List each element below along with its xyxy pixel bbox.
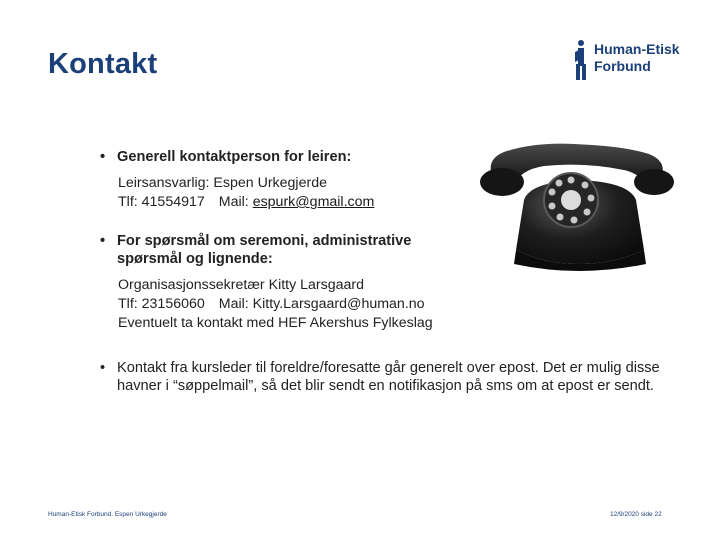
logo-text [594, 41, 680, 75]
bullet-symbol: • [100, 149, 106, 165]
email-link[interactable]: espurk@gmail.com [252, 194, 375, 210]
footer-page: side 22 [640, 511, 662, 518]
hef-logo [572, 38, 692, 84]
logo-line-1: Human-Etisk [594, 41, 680, 57]
mail-label: Mail: [218, 194, 253, 210]
general-contact-details [100, 174, 680, 212]
bullet-symbol: • [100, 233, 106, 249]
person-line: Organisasjonssekretær Kitty Larsgaard [118, 277, 365, 293]
human-figure-icon [572, 38, 592, 82]
logo-line-2: Forbund [594, 58, 651, 74]
contact-line [118, 295, 680, 314]
bullet-heading: Generell kontaktperson for leiren: [117, 149, 352, 165]
bullet-email-notice [100, 359, 677, 395]
contact-line [118, 193, 680, 212]
bullet-text: Kontakt fra kursleder til foreldre/foresatte går generelt over epost. Det er mulig disse havner i “søppelmail”, så det blir sendt en notifikasjon på sms om at epost er sendt. [117, 360, 660, 394]
footer-left: Human-Etisk Forbund. Espen Urkegjerde [48, 511, 167, 518]
footer-right [610, 511, 662, 518]
responsible-line: Leirsansvarlig: Espen Urkegjerde [118, 175, 327, 191]
bullet-heading: For spørsmål om seremoni, administrative spørsmål og lignende: [117, 233, 412, 267]
administrative-contact-details [100, 276, 680, 333]
bullet-symbol: • [100, 360, 106, 376]
phone-text: Tlf: 41554917 [118, 194, 205, 210]
mail-text: Mail: Kitty.Larsgaard@human.no [218, 296, 425, 312]
slide-title: Kontakt [48, 48, 158, 80]
alternative-contact-line: Eventuelt ta kontakt med HEF Akershus Fylkeslag [118, 315, 433, 331]
phone-text: Tlf: 23156060 [118, 296, 205, 312]
bullet-general-contact [100, 148, 680, 166]
bullet-administrative-contact [100, 232, 467, 268]
footer-date: 12/9/2020 [610, 511, 639, 518]
slide-content [100, 148, 680, 395]
